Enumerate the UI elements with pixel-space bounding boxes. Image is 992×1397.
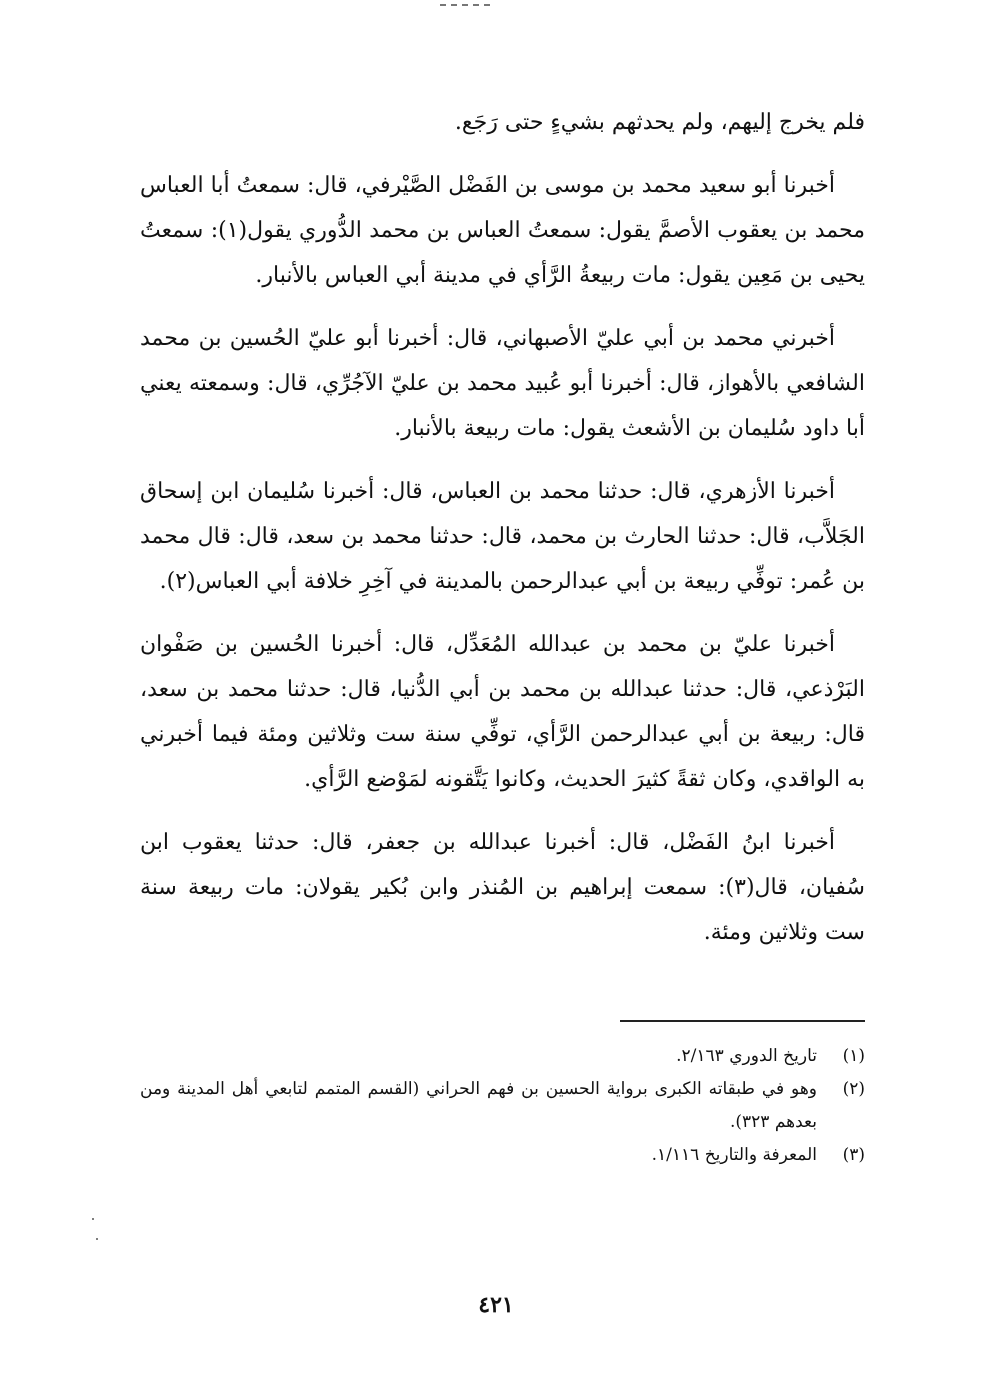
footnotes: [140, 1040, 865, 1172]
footnote-text: المعرفة والتاريخ ١/١١٦.: [651, 1145, 817, 1165]
footnote-2: [140, 1073, 865, 1139]
paragraph-2: أخبرنا أبو سعيد محمد بن موسى بن الفَضْل الصَّيْرفي، قال: سمعتُ أبا العباس محمد بن يعقوب الأصمَّ يقول: سمعتُ العباس بن محمد الدُّوري يقول(١): سمعتُ يحيى بن مَعِين يقول: مات ربيعةُ الرَّأي في مدينة أبي العباس بالأنبار.: [140, 173, 866, 288]
footnote-separator: [620, 1020, 865, 1022]
scan-top-mark: [440, 4, 490, 6]
footnote-text: وهو في طبقاته الكبرى برواية الحسين بن فهم الحراني (القسم المتمم لتابعي أهل المدينة ومن بعدهم ٣٢٣).: [140, 1079, 817, 1132]
footnote-text: تاريخ الدوري ٢/١٦٣.: [676, 1046, 817, 1066]
scan-speck: [96, 1238, 98, 1240]
footnote-number: (٣): [842, 1145, 865, 1165]
paragraph-4: أخبرنا الأزهري، قال: حدثنا محمد بن العباس، قال: أخبرنا سُليمان ابن إسحاق الجَلاَّب، قال: حدثنا الحارث بن محمد، قال: حدثنا محمد بن سعد، قال: قال محمد بن عُمر: توفِّي ربيعة بن أبي عبدالرحمن بالمدينة في آخِرِ خلافة أبي العباس(٢).: [140, 479, 865, 594]
footnote-number: (١): [842, 1046, 865, 1066]
footnote-1: [140, 1040, 865, 1073]
page-body: [140, 100, 865, 973]
paragraph-6: أخبرنا ابنُ الفَضْل، قال: أخبرنا عبدالله بن جعفر، قال: حدثنا يعقوب ابن سُفيان، قال(٣): سمعت إبراهيم بن المُنذر وابن بُكير يقولان: مات ربيعة سنة ست وثلاثين ومئة.: [140, 830, 865, 945]
scan-speck: [92, 1218, 94, 1220]
paragraph-1: فلم يخرج إليهم، ولم يحدثهم بشيءٍ حتى رَجَع.: [454, 110, 865, 135]
paragraph-5: أخبرنا عليّ بن محمد بن عبدالله المُعَدِّل، قال: أخبرنا الحُسين بن صَفْوان البَرْذعي، قال: حدثنا عبدالله بن محمد بن أبي الدُّنيا، قال: حدثنا محمد بن سعد، قال: ربيعة بن أبي عبدالرحمن الرَّأي، توفِّي سنة ست وثلاثين ومئة فيما أخبرني به الواقدي، وكان ثقةً كثيرَ الحديث، وكانوا يَتَّقونه لمَوْضع الرَّأي.: [140, 632, 865, 792]
footnote-3: [140, 1139, 865, 1172]
paragraph-3: أخبرني محمد بن أبي عليّ الأصبهاني، قال: أخبرنا أبو عليّ الحُسين بن محمد الشافعي بالأهواز، قال: أخبرنا أبو عُبيد محمد بن عليّ الآجُرِّي، قال: وسمعته يعني أبا داود سُليمان بن الأشعث يقول: مات ربيعة بالأنبار.: [140, 326, 865, 441]
page-number: ٤٢١: [478, 1292, 514, 1318]
footnote-number: (٢): [842, 1079, 865, 1099]
